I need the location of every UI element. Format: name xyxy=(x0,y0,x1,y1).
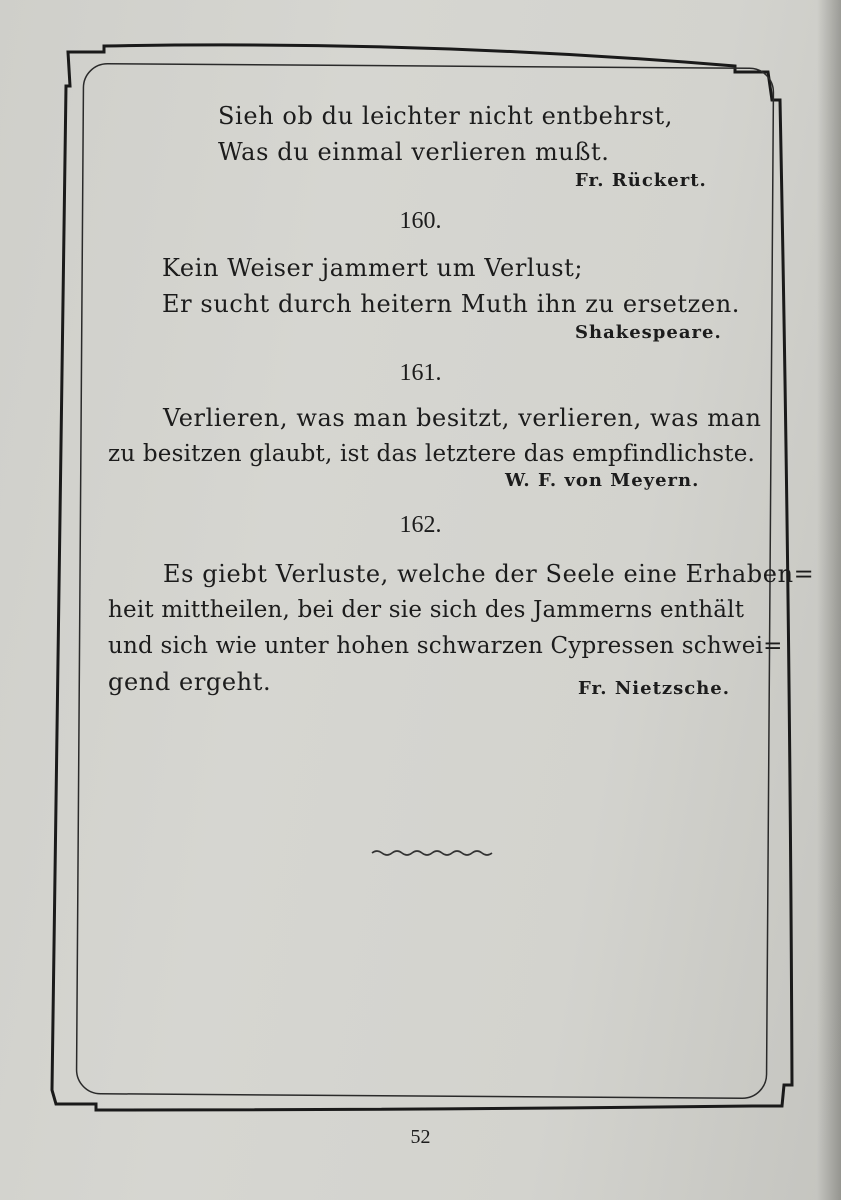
quote-161 xyxy=(108,400,762,472)
quote-160 xyxy=(162,250,742,322)
quote-line: heit mittheilen, bei der sie sich des Jammerns enthält xyxy=(108,597,745,623)
quote-number: 160. xyxy=(399,208,442,234)
quote-author: Shakespeare. xyxy=(575,322,722,343)
page-number: 52 xyxy=(410,1126,431,1148)
quote-line: Sieh ob du leichter nicht entbehrst, xyxy=(218,102,673,130)
quote-line: Kein Weiser jammert um Verlust; xyxy=(162,254,584,282)
quote-author: W. F. von Meyern. xyxy=(505,470,700,491)
quote-line: Verlieren, was man besitzt, verlieren, was man xyxy=(163,404,762,432)
quote-number: 161. xyxy=(399,360,442,386)
quote-line: und sich wie unter hohen schwarzen Cypressen schwei= xyxy=(108,633,783,659)
quote-author: Fr. Rückert. xyxy=(575,170,707,191)
quote-line: Was du einmal verlieren mußt. xyxy=(218,138,610,166)
wavy-rule xyxy=(372,851,492,855)
quote-line: Es giebt Verluste, welche der Seele eine Erhaben= xyxy=(163,560,815,588)
quote-line: Er sucht durch heitern Muth ihn zu ersetzen. xyxy=(162,290,741,318)
quote-author: Fr. Nietzsche. xyxy=(578,678,731,699)
quote-continued xyxy=(218,98,738,170)
quote-line: gend ergeht. xyxy=(108,668,272,696)
quote-line: zu besitzen glaubt, ist das letztere das empfindlichste. xyxy=(108,441,756,467)
quote-number: 162. xyxy=(399,512,442,538)
